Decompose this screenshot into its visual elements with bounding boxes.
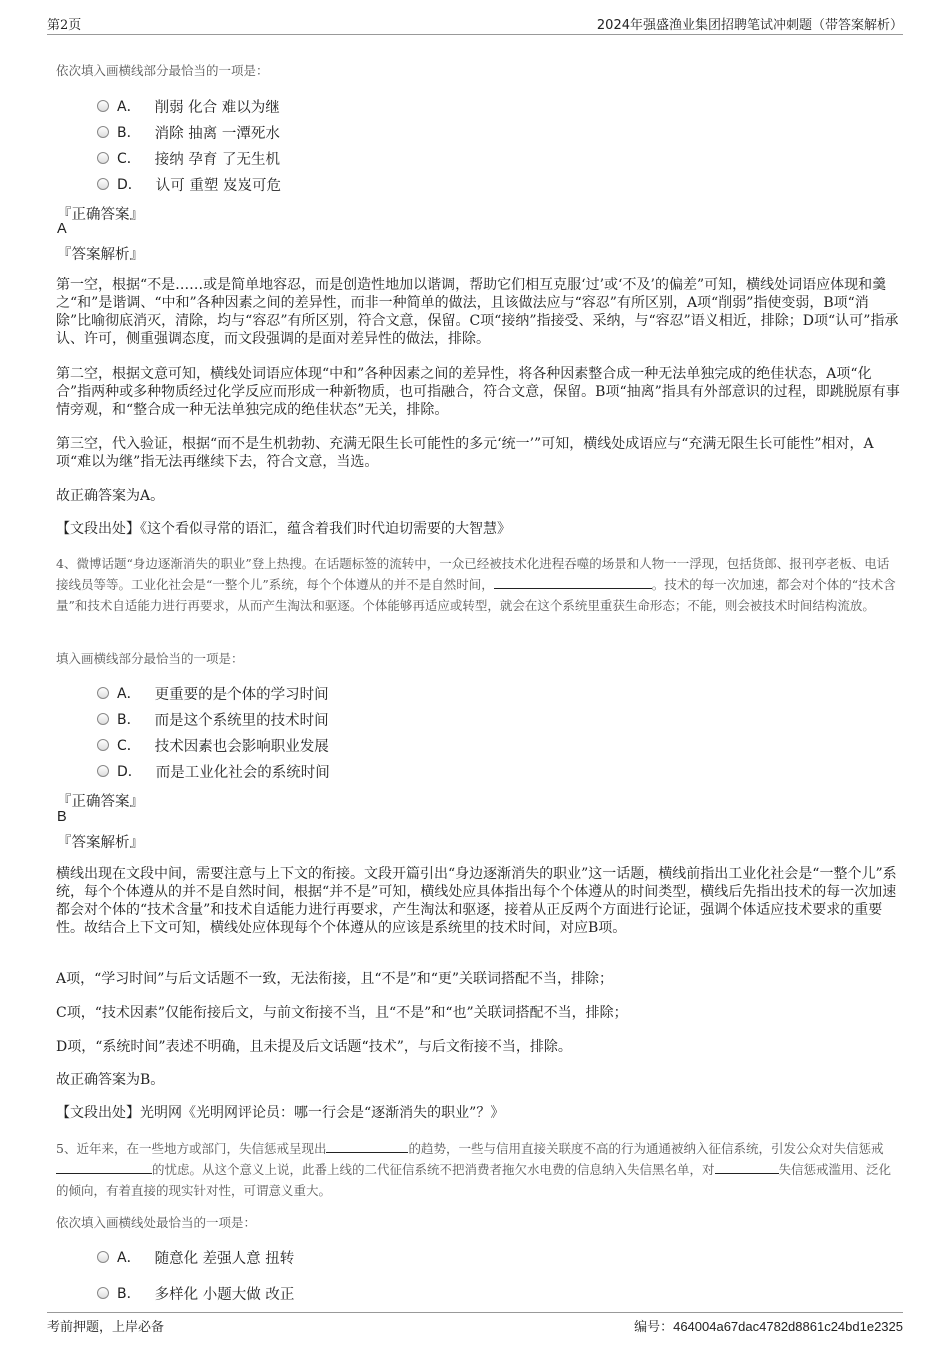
- q4-stem: 4、微博话题“身边逐渐消失的职业”登上热搜。在话题标签的流转中，一众已经被技术化进程吞噬的场景和人物一一浮现，包括货郎、报刊亭老板、电话接线员等等。工业化社会是“一整个儿”系统，每个个体遵从的并不是自然时间， 。技术的每一次加速，都会对个体的“技术含量”和技术自适能力进行再要求，从而产生淘汰和驱逐。个体能够再适应或转型，就会在这个系统里重获生命形态；不能，则会被技术时间结构流放。: [56, 556, 896, 613]
- fill-blank: [56, 1161, 152, 1174]
- q3-answer-label: 『正确答案』: [57, 207, 144, 223]
- page-number: 第2页: [47, 18, 82, 33]
- q4-analysis-label: 『答案解析』: [57, 835, 144, 851]
- q3-option-a[interactable]: A． 削弱 化合 难以为继: [97, 95, 280, 117]
- radio-icon[interactable]: [97, 126, 109, 138]
- q3-option-b[interactable]: B． 消除 抽离 一潭死水: [97, 121, 280, 143]
- q3-prompt: 依次填入画横线部分最恰当的一项是：: [56, 63, 269, 78]
- q4-prompt: 填入画横线部分最恰当的一项是：: [56, 651, 244, 666]
- radio-icon[interactable]: [97, 739, 109, 751]
- q4-analysis-a: A项，“学习时间”与后文话题不一致，无法衔接，且“不是”和“更”关联词搭配不当，排除；: [56, 971, 614, 987]
- q3-analysis-p3: 第三空，代入验证，根据“而不是生机勃勃、充满无限生长可能性的多元‘统一’”可知，横线处成语应与“充满无限生长可能性”相对，A项“难以为继”指无法再继续下去，符合文意，当选。: [56, 436, 874, 470]
- fill-blank: [494, 576, 652, 589]
- q3-analysis-label: 『答案解析』: [57, 247, 144, 263]
- radio-icon[interactable]: [97, 152, 109, 164]
- q5-option-b[interactable]: B． 多样化 小题大做 改正: [97, 1282, 294, 1304]
- q5-prompt: 依次填入画横线处最恰当的一项是：: [56, 1215, 257, 1230]
- q4-answer-label: 『正确答案』: [57, 794, 144, 810]
- q5-option-a[interactable]: A． 随意化 差强人意 扭转: [97, 1246, 294, 1268]
- radio-icon[interactable]: [97, 713, 109, 725]
- q4-source: 【文段出处】光明网《光明网评论员：哪一行会是“逐渐消失的职业”？》: [56, 1105, 505, 1121]
- q3-source: 【文段出处】《这个看似寻常的语汇，蕴含着我们时代迫切需要的大智慧》: [56, 521, 511, 537]
- q4-option-a[interactable]: A． 更重要的是个体的学习时间: [97, 682, 329, 704]
- q4-analysis-p1: 横线出现在文段中间，需要注意与上下文的衔接。文段开篇引出“身边逐渐消失的职业”这一话题，横线前指出工业化社会是“一整个儿”系统，每个个体遵从的并不是自然时间，根据“并不是”可知，横线处应具体指出每个个体遵从的时间类型，横线后先指出技术的每一次加速都会对个体的“技术含量”和技术自适能力进行再要求，产生淘汰和驱逐，接着从正反两个方面进行论证，强调个体适应技术要求的重要性。故结合上下文可知，横线处应体现每个个体遵从的应该是系统里的技术时间，对应B项。: [56, 866, 897, 936]
- q4-analysis-c: C项，“技术因素”仅能衔接后文，与前文衔接不当，且“不是”和“也”关联词搭配不当，排除；: [56, 1005, 628, 1021]
- q3-conclusion: 故正确答案为A。: [56, 488, 165, 504]
- fill-blank: [715, 1161, 779, 1174]
- radio-icon[interactable]: [97, 765, 109, 777]
- page-footer: [47, 1312, 903, 1335]
- document-id: 编号：464004a67dac4782d8861c24bd1e2325: [634, 1319, 903, 1334]
- q4-analysis-d: D项，“系统时间”表述不明确，且未提及后文话题“技术”，与后文衔接不当，排除。: [56, 1039, 572, 1055]
- radio-icon[interactable]: [97, 1251, 109, 1263]
- q4-option-b[interactable]: B． 而是这个系统里的技术时间: [97, 708, 329, 730]
- q4-option-c[interactable]: C． 技术因素也会影响职业发展: [97, 734, 329, 756]
- q3-answer: A: [57, 221, 67, 237]
- radio-icon[interactable]: [97, 178, 109, 190]
- radio-icon[interactable]: [97, 1287, 109, 1299]
- q3-option-c[interactable]: C． 接纳 孕育 了无生机: [97, 147, 280, 169]
- fill-blank: [326, 1140, 408, 1153]
- q3-option-d[interactable]: D． 认可 重塑 岌岌可危: [97, 173, 281, 195]
- radio-icon[interactable]: [97, 687, 109, 699]
- q4-option-d[interactable]: D． 而是工业化社会的系统时间: [97, 760, 330, 782]
- footer-slogan: 考前押题，上岸必备: [47, 1320, 165, 1335]
- q4-answer: B: [57, 809, 67, 825]
- q3-analysis-p1: 第一空，根据“不是……或是简单地容忍，而是创造性地加以谐调，帮助它们相互克服‘过’或‘不及’的偏差”可知，横线处词语应体现和羹之“和”是谐调、“中和”各种因素之间的差异性，而非一种简单的做法，且该做法应与“容忍”有所区别，A项“削弱”指使变弱，B项“消除”比喻彻底消灭，清除，均与“容忍”有所区别，符合文意，保留。C项“接纳”指接受、采纳，与“容忍”语义相近，排除；D项“认可”指承认、许可，侧重强调态度，而文段强调的是面对差异性的做法，排除。: [56, 277, 899, 347]
- radio-icon[interactable]: [97, 100, 109, 112]
- q5-stem: 5、近年来，在一些地方或部门，失信惩戒呈现出 的趋势，一些与信用直接关联度不高的行为通通被纳入征信系统，引发公众对失信惩戒的忧虑。从这个意义上说，此番上线的二代征信系统不把消费者拖欠水电费的信息纳入失信黑名单，对 失信惩戒滥用、泛化的倾向，有着直接的现实针对性，可谓意义重大。: [56, 1141, 892, 1198]
- q4-conclusion: 故正确答案为B。: [56, 1072, 165, 1088]
- q3-analysis-p2: 第二空，根据文意可知，横线处词语应体现“中和”各种因素之间的差异性，将各种因素整合成一种无法单独完成的绝佳状态，A项“化合”指两种或多种物质经过化学反应而形成一种新物质，也可指融合，符合文意，保留。B项“抽离”指具有外部意识的过程，即跳脱原有事情旁观，和“整合成一种无法单独完成的绝佳状态”无关，排除。: [56, 366, 900, 418]
- page-header: [47, 12, 903, 35]
- document-title: 2024年强盛渔业集团招聘笔试冲刺题（带答案解析）: [596, 18, 903, 33]
